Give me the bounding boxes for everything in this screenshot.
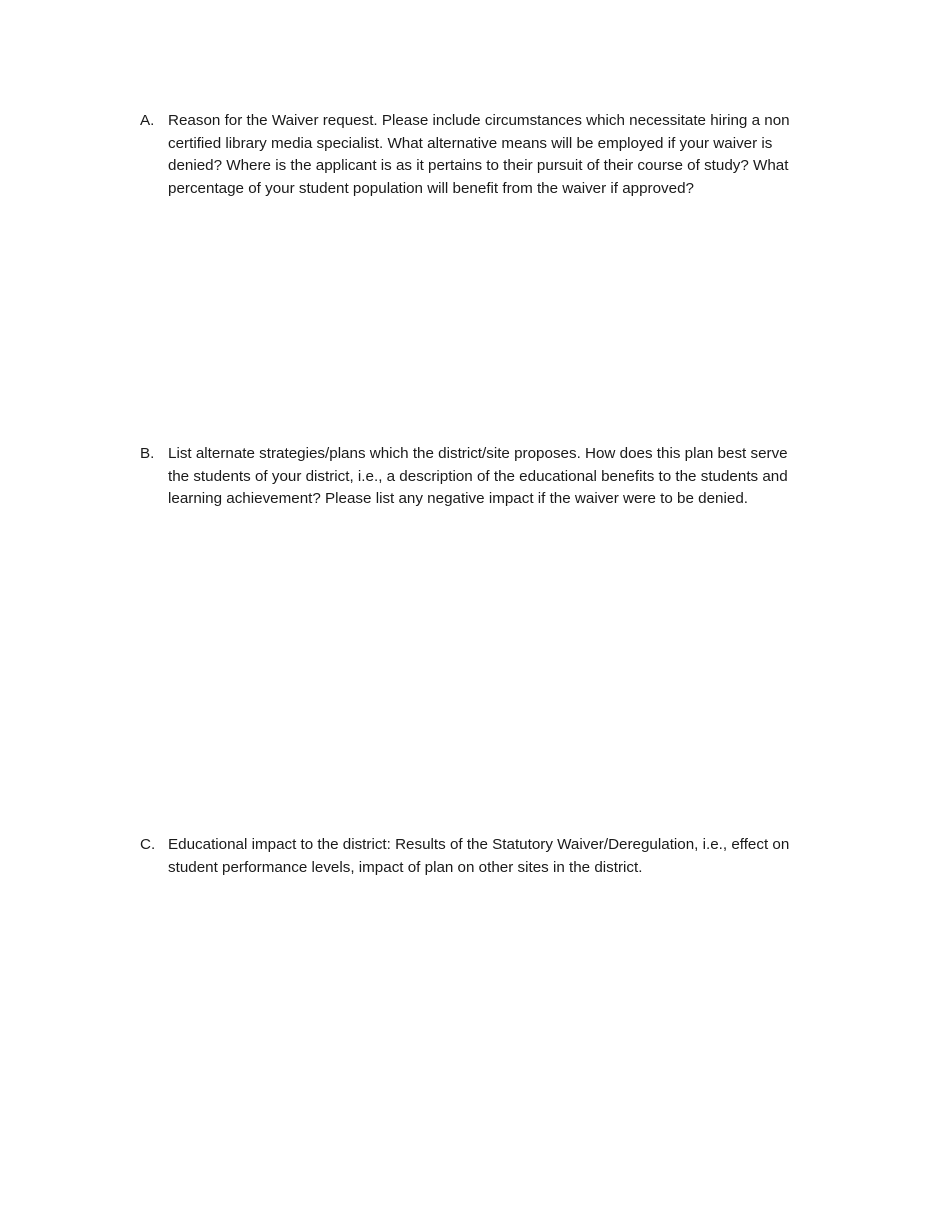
question-item-c [140,834,830,879]
text-line: Educational impact to the district: Results of the Statutory Waiver/Deregulation, i.e., effect on [168,836,790,853]
list-marker: B. [140,445,155,462]
text-line: List alternate strategies/plans which the district/site proposes. How does this plan best serve [168,445,788,462]
text-line: student performance levels, impact of plan on other sites in the district. [168,858,643,876]
text-line: the students of your district, i.e., a description of the educational benefits to the students and [168,467,788,485]
text-line: certified library media specialist. What alternative means will be employed if your waiver is [168,134,773,152]
question-text [168,834,830,879]
text-line: learning achievement? Please list any negative impact if the waiver were to be denied. [168,490,748,508]
text-line: percentage of your student population will benefit from the waiver if approved? [168,179,694,197]
question-text [168,443,830,511]
question-text [168,110,830,200]
question-item-a [140,110,830,200]
list-marker: A. [140,112,155,129]
text-line: Reason for the Waiver request. Please include circumstances which necessitate hiring a non [168,112,790,129]
question-item-b [140,443,830,511]
list-marker: C. [140,836,156,853]
text-line: denied? Where is the applicant is as it pertains to their pursuit of their course of study? What [168,157,789,175]
